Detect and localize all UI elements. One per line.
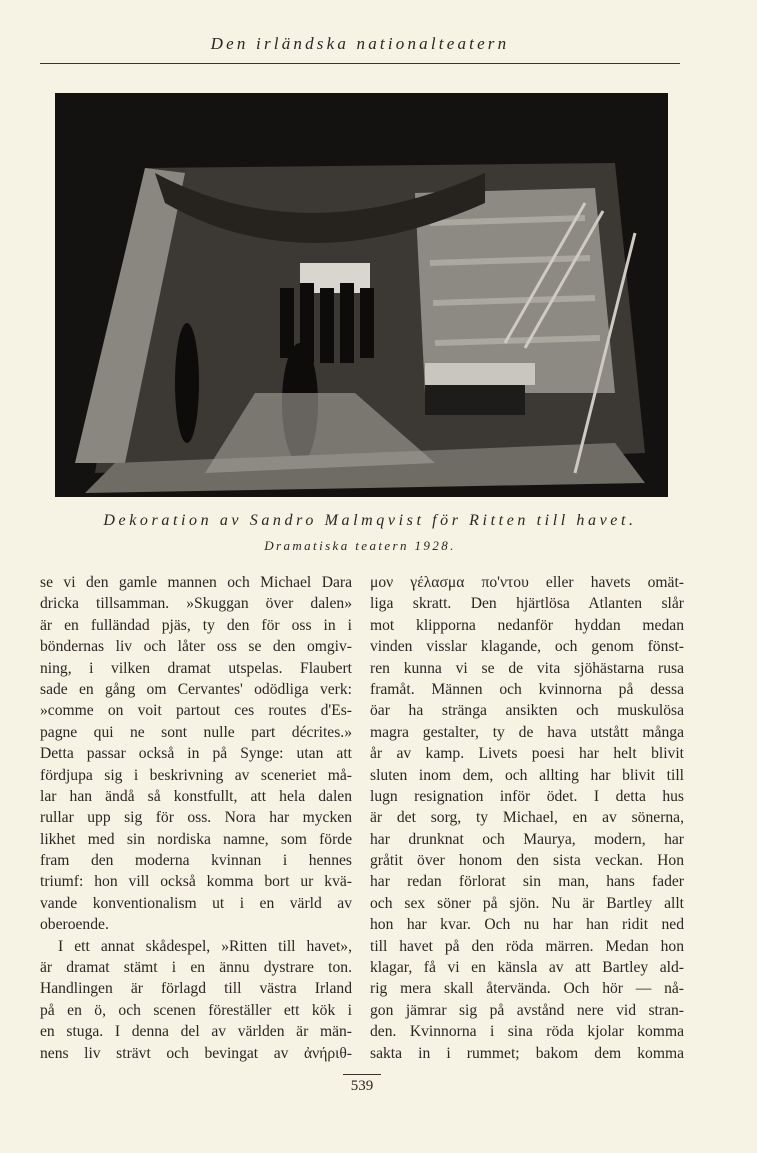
text-line: är dramat stämt i en ännu dystrare ton.: [40, 959, 352, 977]
text-line: fram den moderna kvinnan i hennes: [40, 852, 352, 870]
text-line: är en fulländad pjäs, ty den för oss in i: [40, 616, 352, 634]
running-head: Den irländska nationalteatern: [210, 34, 510, 53]
text-line: μον γέλασμα πο'ντου eller havets omät-: [370, 574, 684, 591]
text-line: sakta in i rummet; bakom dem komma: [370, 1044, 684, 1062]
text-line: gon jämrar sig på avstånd nere vid stran-: [370, 1001, 684, 1019]
text-line: sluten inom dem, och allting har blivit till: [370, 766, 684, 784]
text-line: gråtit över honom den sista veckan. Hon: [370, 852, 684, 870]
text-line: triumf: hon vill också komma bort ur kvä-: [40, 873, 352, 891]
text-line: Handlingen är förlagd till västra Irland: [40, 980, 352, 998]
text-line: mot klipporna nedanför hyddan medan: [370, 616, 684, 634]
text-line: nens liv strävt och bevingat av ἀνήριθ-: [40, 1044, 352, 1062]
text-line: klagar, få vi en känsla av att Bartley ald-: [370, 959, 684, 977]
text-line: rullar upp sig för oss. Nora har mycken: [40, 809, 352, 827]
text-line: pagne qui ne sont nulle part décrites.»: [40, 723, 352, 741]
text-line: den. Kvinnorna i sina röda kjolar komma: [370, 1023, 684, 1041]
text-line: till havet på den röda märren. Medan hon: [370, 937, 684, 955]
text-line: liga skratt. Den hjärtlösa Atlanten slår: [370, 595, 684, 613]
text-line: ren kunna vi se de vita sjöhästarna rusa: [370, 659, 684, 677]
text-line: fördjupa sig i beskrivning av sceneriet må-: [40, 766, 352, 784]
head-rule: [40, 63, 680, 64]
text-line: en stuga. I denna del av världen är män-: [40, 1023, 352, 1041]
page-number: 539: [350, 1078, 374, 1094]
text-line: vinden visslar klagande, och genom fönst-: [370, 638, 684, 656]
text-line: lugn resignation inför ödet. I detta hus: [370, 787, 684, 805]
text-line: rig mera skall återvända. Och hör — nå-: [370, 980, 684, 998]
text-line: och sex söner på sjön. Nu är Bartley allt: [370, 894, 684, 912]
plate-caption: Dekoration av Sandro Malmqvist för Ritten till havet.: [103, 512, 637, 529]
text-line: dricka tillsamman. »Skuggan över dalen»: [40, 595, 352, 613]
text-line: har redan förlorat sin man, hans fader: [370, 873, 684, 891]
text-line: likhet med sin nordiska namne, som förde: [40, 830, 352, 848]
text-line: Detta passar också in på Synge: utan att: [40, 745, 352, 763]
text-line: ning, i vilken dramat utspelas. Flaubert: [40, 659, 352, 677]
text-line: framåt. Männen och kvinnorna på dessa: [370, 680, 684, 698]
text-line: vande konventionalism ut i en värld av: [40, 894, 352, 912]
text-column-left: [40, 572, 352, 1064]
text-line: oberoende.: [40, 916, 109, 934]
text-line: på en ö, och scenen föreställer ett kök i: [40, 1001, 352, 1019]
text-line: år av kamp. Livets poesi har helt blivit: [370, 745, 684, 763]
folio-rule: [343, 1074, 381, 1075]
text-line: sade en gång om Cervantes' odödliga verk:: [40, 680, 352, 698]
text-line: »comme on voit partout ces routes d'Es-: [40, 702, 352, 720]
text-line: öar ha stränga ansikten och muskulösa: [370, 702, 684, 720]
plate-caption-credit: Dramatiska teatern 1928.: [264, 538, 456, 553]
text-line: böndernas liv och låter oss se den omgiv-: [40, 638, 352, 656]
text-line: lar han ändå så konstfullt, att hela dalen: [40, 787, 352, 805]
text-line: hon har kvar. Och nu har han ridit ned: [370, 916, 684, 934]
text-line: I ett annat skådespel, »Ritten till havet»,: [58, 937, 352, 955]
text-line: se vi den gamle mannen och Michael Dara: [40, 574, 352, 591]
text-line: magra gestalter, ty de hava utstått många: [370, 723, 684, 741]
stage-set-illustration: [55, 93, 668, 497]
text-line: har drunknat och Maurya, modern, har: [370, 830, 684, 848]
text-line: är det sorg, ty Michael, en av sönerna,: [370, 809, 684, 827]
text-column-right: [370, 572, 684, 1064]
